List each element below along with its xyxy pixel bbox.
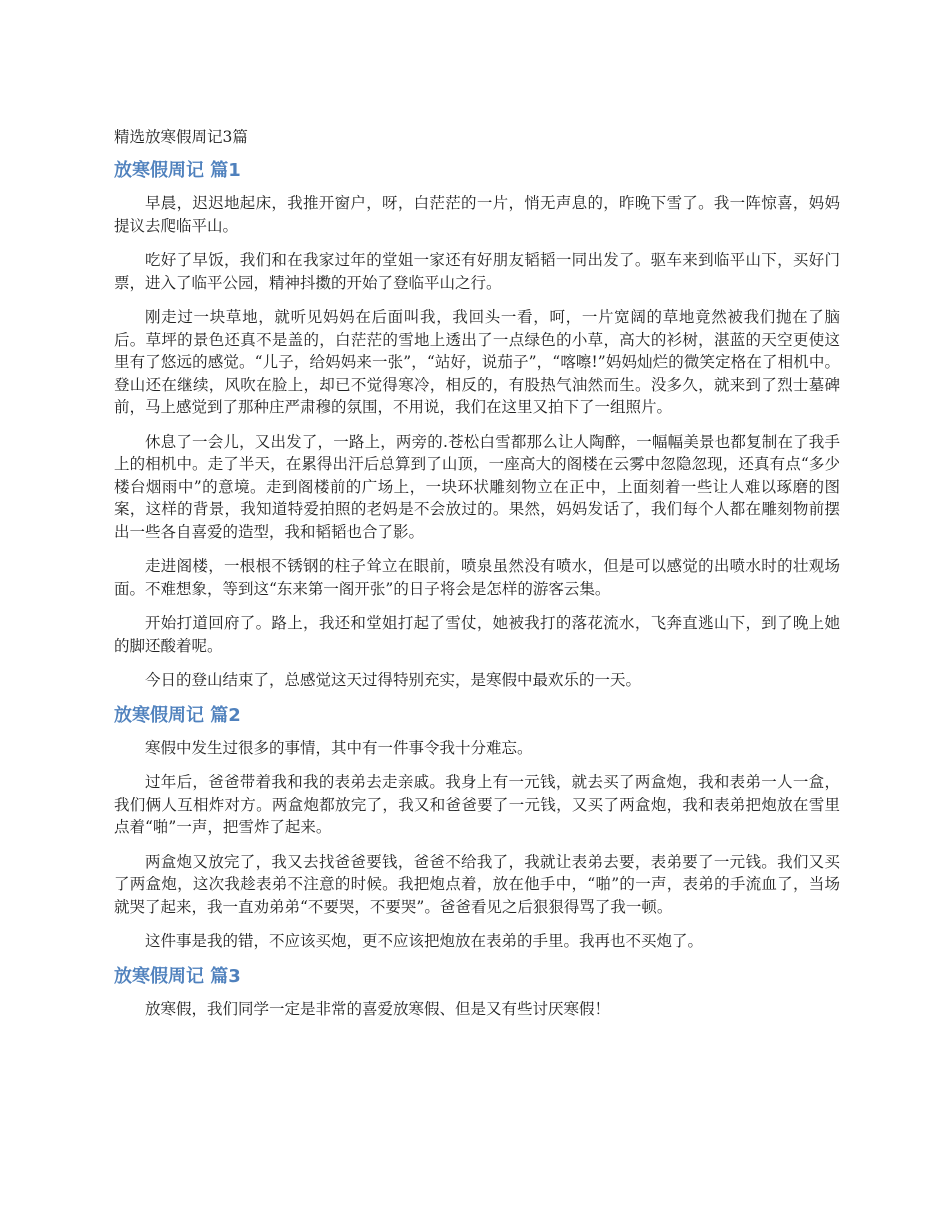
paragraph: 刚走过一块草地，就听见妈妈在后面叫我，我回头一看，呵，一片宽阔的草地竟然被我们抛在了脑后。草坪的景色还真不是盖的，白茫茫的雪地上透出了一点绿色的小草，高大的衫树，湛蓝的天空更使这里有了悠远的感觉。“儿子，给妈妈来一张”，“站好，说茄子”，“喀嚓!”妈妈灿烂的微笑定格在了相机中。登山还在继续，风吹在脸上，却已不觉得寒冷，相反的，有股热气油然而生。没多久，就来到了烈士墓碑前，马上感觉到了那种庄严肃穆的氛围，不用说，我们在这里又拍下了一组照片。 — [114, 308, 840, 416]
paragraph: 休息了一会儿，又出发了，一路上，两旁的.苍松白雪都那么让人陶醉，一幅幅美景也都复制在了我手上的相机中。走了半天，在累得出汗后总算到了山顶，一座高大的阁楼在云雾中忽隐忽现，还真有点“多少楼台烟雨中”的意境。走到阁楼前的广场上，一块环状雕刻物立在正中，上面刻着一些让人难以琢磨的图案，这样的背景，我知道特爱拍照的老妈是不会放过的。果然，妈妈发话了，我们每个人都在雕刻物前摆出一些各自喜爱的造型，我和韬韬也合了影。 — [114, 432, 840, 541]
document-page — [114, 126, 840, 1032]
paragraph: 开始打道回府了。路上，我还和堂姐打起了雪仗，她被我打的落花流水，飞奔直逃山下，到了晚上她的脚还酸着呢。 — [114, 614, 840, 655]
section-2 — [114, 704, 840, 953]
section-heading: 放寒假周记 篇3 — [114, 965, 241, 987]
section-3 — [114, 965, 840, 1021]
paragraph: 过年后，爸爸带着我和我的表弟去走亲戚。我身上有一元钱，就去买了两盒炮，我和表弟一人一盒，我们俩人互相炸对方。两盒炮都放完了，我又和爸爸要了一元钱，又买了两盒炮，我和表弟把炮放在雪里点着“啪”一声，把雪炸了起来。 — [114, 773, 840, 836]
paragraph: 两盒炮又放完了，我又去找爸爸要钱，爸爸不给我了，我就让表弟去要，表弟要了一元钱。我们又买了两盒炮，这次我趁表弟不注意的时候。我把炮点着，放在他手中，“啪”的一声，表弟的手流血了，当场就哭了起来，我一直劝弟弟“不要哭，不要哭”。爸爸看见之后狠狠得骂了我一顿。 — [114, 852, 840, 916]
paragraph: 走进阁楼，一根根不锈钢的柱子耸立在眼前，喷泉虽然没有喷水，但是可以感觉的出喷水时的壮观场面。不难想象，等到这“东来第一阁开张”的日子将会是怎样的游客云集。 — [114, 557, 840, 598]
section-heading: 放寒假周记 篇2 — [114, 704, 241, 726]
section-heading: 放寒假周记 篇1 — [114, 160, 241, 181]
paragraph: 早晨，迟迟地起床，我推开窗户，呀，白茫茫的一片，悄无声息的，昨晚下雪了。我一阵惊喜，妈妈提议去爬临平山。 — [114, 194, 840, 235]
document-title: 精选放寒假周记3篇 — [114, 128, 248, 146]
paragraph: 寒假中发生过很多的事情，其中有一件事令我十分难忘。 — [145, 738, 533, 757]
paragraph: 这件事是我的错，不应该买炮，更不应该把炮放在表弟的手里。我再也不买炮了。 — [145, 932, 704, 950]
section-1 — [114, 159, 840, 692]
paragraph: 吃好了早饭，我们和在我家过年的堂姐一家还有好朋友韬韬一同出发了。驱车来到临平山下，买好门票，进入了临平公园，精神抖擞的开始了登临平山之行。 — [114, 251, 840, 292]
paragraph: 今日的登山结束了，总感觉这天过得特别充实，是寒假中最欢乐的一天。 — [145, 671, 642, 689]
paragraph: 放寒假，我们同学一定是非常的喜爱放寒假、但是又有些讨厌寒假！ — [145, 999, 611, 1018]
